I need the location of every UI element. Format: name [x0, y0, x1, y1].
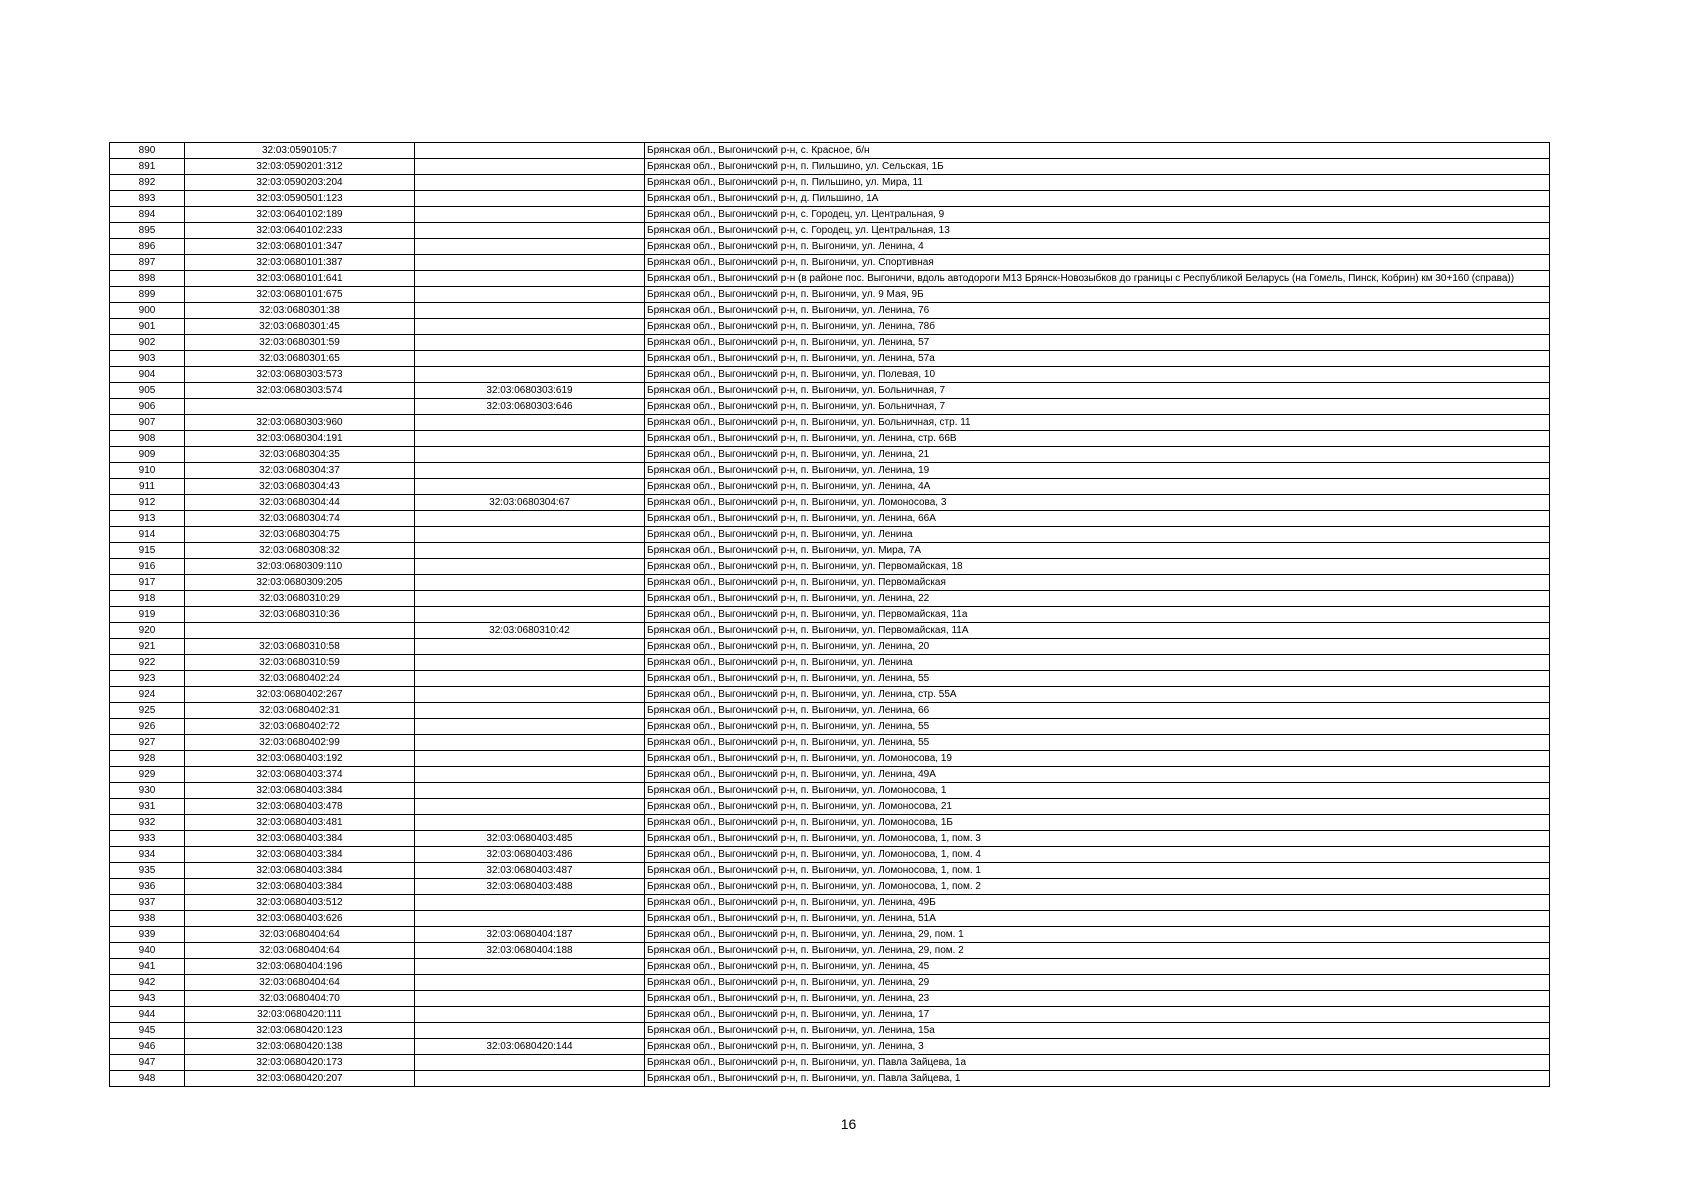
- address-cell: Брянская обл., Выгоничский р-н, п. Выгоничи, ул. Ленина, 76: [645, 303, 1550, 319]
- related-cadastral-number-cell: [415, 191, 645, 207]
- table-row: [110, 911, 1550, 927]
- related-cadastral-number-cell: [415, 687, 645, 703]
- related-cadastral-number-cell: [415, 783, 645, 799]
- related-cadastral-number-cell: 32:03:0680403:486: [415, 847, 645, 863]
- cadastral-number-cell: 32:03:0680101:347: [185, 239, 415, 255]
- table-row: [110, 783, 1550, 799]
- cadastral-number-cell: 32:03:0680310:58: [185, 639, 415, 655]
- row-number-cell: 932: [110, 815, 185, 831]
- related-cadastral-number-cell: [415, 767, 645, 783]
- table-row: [110, 383, 1550, 399]
- address-cell: Брянская обл., Выгоничский р-н, п. Выгоничи, ул. Ленина, 17: [645, 1007, 1550, 1023]
- cadastral-number-cell: 32:03:0680304:74: [185, 511, 415, 527]
- address-cell: Брянская обл., Выгоничский р-н, п. Выгоничи, ул. Больничная, 7: [645, 383, 1550, 399]
- related-cadastral-number-cell: [415, 335, 645, 351]
- cadastral-number-cell: 32:03:0680101:387: [185, 255, 415, 271]
- related-cadastral-number-cell: [415, 671, 645, 687]
- related-cadastral-number-cell: [415, 175, 645, 191]
- cadastral-number-cell: 32:03:0680402:99: [185, 735, 415, 751]
- related-cadastral-number-cell: [415, 479, 645, 495]
- related-cadastral-number-cell: [415, 591, 645, 607]
- cadastral-number-cell: 32:03:0680309:110: [185, 559, 415, 575]
- row-number-cell: 906: [110, 399, 185, 415]
- table-row: [110, 815, 1550, 831]
- table-row: [110, 1071, 1550, 1087]
- address-cell: Брянская обл., Выгоничский р-н, п. Выгоничи, ул. Ломоносова, 19: [645, 751, 1550, 767]
- related-cadastral-number-cell: [415, 1071, 645, 1087]
- table-row: [110, 991, 1550, 1007]
- related-cadastral-number-cell: 32:03:0680403:485: [415, 831, 645, 847]
- address-cell: Брянская обл., Выгоничский р-н (в районе пос. Выгоничи, вдоль автодороги М13 Брянск-Новозыбков до границы с Республикой Беларусь (на Гомель, Пинск, Кобрин) км 30+160 (справа)): [645, 271, 1550, 287]
- address-cell: Брянская обл., Выгоничский р-н, п. Выгоничи, ул. Ленина, 20: [645, 639, 1550, 655]
- row-number-cell: 921: [110, 639, 185, 655]
- address-cell: Брянская обл., Выгоничский р-н, п. Выгоничи, ул. Ломоносова, 1Б: [645, 815, 1550, 831]
- related-cadastral-number-cell: [415, 575, 645, 591]
- related-cadastral-number-cell: [415, 239, 645, 255]
- address-cell: Брянская обл., Выгоничский р-н, п. Выгоничи, ул. Ленина, 22: [645, 591, 1550, 607]
- related-cadastral-number-cell: [415, 719, 645, 735]
- table-row: [110, 1007, 1550, 1023]
- table-body: [110, 143, 1550, 1087]
- address-cell: Брянская обл., Выгоничский р-н, п. Выгоничи, ул. Ленина, стр. 55А: [645, 687, 1550, 703]
- cadastral-number-cell: 32:03:0680301:59: [185, 335, 415, 351]
- related-cadastral-number-cell: [415, 351, 645, 367]
- cadastral-number-cell: 32:03:0680304:43: [185, 479, 415, 495]
- row-number-cell: 943: [110, 991, 185, 1007]
- cadastral-number-cell: 32:03:0680402:24: [185, 671, 415, 687]
- cadastral-number-cell: 32:03:0680402:72: [185, 719, 415, 735]
- address-cell: Брянская обл., Выгоничский р-н, п. Выгоничи, ул. Ленина, 45: [645, 959, 1550, 975]
- row-number-cell: 929: [110, 767, 185, 783]
- address-cell: Брянская обл., Выгоничский р-н, п. Выгоничи, ул. Ленина, 4А: [645, 479, 1550, 495]
- cadastral-number-cell: 32:03:0680404:64: [185, 975, 415, 991]
- address-cell: Брянская обл., Выгоничский р-н, п. Выгоничи, ул. Ломоносова, 3: [645, 495, 1550, 511]
- row-number-cell: 903: [110, 351, 185, 367]
- cadastral-number-cell: 32:03:0680310:29: [185, 591, 415, 607]
- table-row: [110, 623, 1550, 639]
- row-number-cell: 938: [110, 911, 185, 927]
- related-cadastral-number-cell: [415, 271, 645, 287]
- related-cadastral-number-cell: [415, 303, 645, 319]
- row-number-cell: 937: [110, 895, 185, 911]
- cadastral-number-cell: 32:03:0680310:59: [185, 655, 415, 671]
- address-cell: Брянская обл., Выгоничский р-н, п. Выгоничи, ул. Ленина, 49Б: [645, 895, 1550, 911]
- cadastral-number-cell: 32:03:0680420:207: [185, 1071, 415, 1087]
- cadastral-number-cell: 32:03:0590105:7: [185, 143, 415, 159]
- cadastral-number-cell: 32:03:0680403:384: [185, 879, 415, 895]
- address-cell: Брянская обл., Выгоничский р-н, с. Городец, ул. Центральная, 9: [645, 207, 1550, 223]
- related-cadastral-number-cell: [415, 655, 645, 671]
- address-cell: Брянская обл., Выгоничский р-н, п. Выгоничи, ул. Ломоносова, 1: [645, 783, 1550, 799]
- related-cadastral-number-cell: [415, 1023, 645, 1039]
- row-number-cell: 941: [110, 959, 185, 975]
- table-row: [110, 223, 1550, 239]
- table-row: [110, 847, 1550, 863]
- table-row: [110, 1039, 1550, 1055]
- table-row: [110, 527, 1550, 543]
- related-cadastral-number-cell: [415, 143, 645, 159]
- table-row: [110, 943, 1550, 959]
- cadastral-number-cell: 32:03:0680404:196: [185, 959, 415, 975]
- cadastral-number-cell: 32:03:0680403:626: [185, 911, 415, 927]
- address-cell: Брянская обл., Выгоничский р-н, п. Выгоничи, ул. Ленина, 23: [645, 991, 1550, 1007]
- address-cell: Брянская обл., Выгоничский р-н, п. Выгоничи, ул. Больничная, стр. 11: [645, 415, 1550, 431]
- table-row: [110, 703, 1550, 719]
- row-number-cell: 920: [110, 623, 185, 639]
- related-cadastral-number-cell: [415, 511, 645, 527]
- row-number-cell: 895: [110, 223, 185, 239]
- row-number-cell: 907: [110, 415, 185, 431]
- cadastral-number-cell: 32:03:0590201:312: [185, 159, 415, 175]
- table-row: [110, 751, 1550, 767]
- related-cadastral-number-cell: 32:03:0680404:187: [415, 927, 645, 943]
- row-number-cell: 936: [110, 879, 185, 895]
- row-number-cell: 896: [110, 239, 185, 255]
- cadastral-number-cell: 32:03:0590203:204: [185, 175, 415, 191]
- row-number-cell: 892: [110, 175, 185, 191]
- cadastral-number-cell: 32:03:0680420:123: [185, 1023, 415, 1039]
- address-cell: Брянская обл., Выгоничский р-н, п. Выгоничи, ул. Мира, 7А: [645, 543, 1550, 559]
- row-number-cell: 902: [110, 335, 185, 351]
- row-number-cell: 922: [110, 655, 185, 671]
- address-cell: Брянская обл., Выгоничский р-н, п. Выгоничи, ул. Ленина: [645, 527, 1550, 543]
- table-row: [110, 271, 1550, 287]
- table-row: [110, 671, 1550, 687]
- address-cell: Брянская обл., Выгоничский р-н, п. Выгоничи, ул. Ломоносова, 1, пом. 1: [645, 863, 1550, 879]
- table-row: [110, 719, 1550, 735]
- address-cell: Брянская обл., Выгоничский р-н, п. Выгоничи, ул. Ленина, 78б: [645, 319, 1550, 335]
- table-row: [110, 447, 1550, 463]
- table-row: [110, 511, 1550, 527]
- row-number-cell: 945: [110, 1023, 185, 1039]
- cadastral-number-cell: 32:03:0680309:205: [185, 575, 415, 591]
- related-cadastral-number-cell: [415, 447, 645, 463]
- row-number-cell: 935: [110, 863, 185, 879]
- table-row: [110, 239, 1550, 255]
- address-cell: Брянская обл., Выгоничский р-н, п. Выгоничи, ул. Ленина, 29, пом. 2: [645, 943, 1550, 959]
- related-cadastral-number-cell: [415, 991, 645, 1007]
- cadastral-number-cell: 32:03:0680403:192: [185, 751, 415, 767]
- row-number-cell: 946: [110, 1039, 185, 1055]
- table-row: [110, 495, 1550, 511]
- table-row: [110, 191, 1550, 207]
- cadastral-number-cell: 32:03:0680420:111: [185, 1007, 415, 1023]
- related-cadastral-number-cell: [415, 159, 645, 175]
- address-cell: Брянская обл., Выгоничский р-н, п. Выгоничи, ул. Ленина, 55: [645, 735, 1550, 751]
- cadastral-number-cell: 32:03:0680403:512: [185, 895, 415, 911]
- table-row: [110, 303, 1550, 319]
- related-cadastral-number-cell: [415, 959, 645, 975]
- cadastral-number-cell: 32:03:0680404:64: [185, 927, 415, 943]
- address-cell: Брянская обл., Выгоничский р-н, п. Выгоничи, ул. Первомайская, 11а: [645, 607, 1550, 623]
- address-cell: Брянская обл., Выгоничский р-н, п. Выгоничи, ул. Первомайская, 11А: [645, 623, 1550, 639]
- table-row: [110, 879, 1550, 895]
- related-cadastral-number-cell: 32:03:0680403:487: [415, 863, 645, 879]
- related-cadastral-number-cell: [415, 895, 645, 911]
- table-row: [110, 159, 1550, 175]
- related-cadastral-number-cell: [415, 367, 645, 383]
- table-row: [110, 1055, 1550, 1071]
- cadastral-number-cell: 32:03:0680308:32: [185, 543, 415, 559]
- address-cell: Брянская обл., Выгоничский р-н, п. Выгоничи, ул. Ленина, 57: [645, 335, 1550, 351]
- related-cadastral-number-cell: [415, 559, 645, 575]
- row-number-cell: 933: [110, 831, 185, 847]
- address-cell: Брянская обл., Выгоничский р-н, п. Выгоничи, ул. Спортивная: [645, 255, 1550, 271]
- cadastral-number-cell: [185, 623, 415, 639]
- table-row: [110, 207, 1550, 223]
- cadastral-number-cell: 32:03:0680402:31: [185, 703, 415, 719]
- related-cadastral-number-cell: [415, 223, 645, 239]
- row-number-cell: 924: [110, 687, 185, 703]
- cadastral-number-cell: 32:03:0680403:384: [185, 847, 415, 863]
- address-cell: Брянская обл., Выгоничский р-н, п. Выгоничи, ул. Ленина: [645, 655, 1550, 671]
- related-cadastral-number-cell: [415, 1055, 645, 1071]
- row-number-cell: 918: [110, 591, 185, 607]
- related-cadastral-number-cell: 32:03:0680303:646: [415, 399, 645, 415]
- cadastral-table: [109, 142, 1550, 1087]
- cadastral-number-cell: 32:03:0680303:573: [185, 367, 415, 383]
- row-number-cell: 913: [110, 511, 185, 527]
- table-row: [110, 959, 1550, 975]
- cadastral-number-cell: 32:03:0590501:123: [185, 191, 415, 207]
- row-number-cell: 905: [110, 383, 185, 399]
- related-cadastral-number-cell: [415, 607, 645, 623]
- related-cadastral-number-cell: 32:03:0680404:188: [415, 943, 645, 959]
- table-row: [110, 287, 1550, 303]
- table-row: [110, 687, 1550, 703]
- address-cell: Брянская обл., Выгоничский р-н, п. Выгоничи, ул. Ленина, 29: [645, 975, 1550, 991]
- cadastral-number-cell: 32:03:0680420:138: [185, 1039, 415, 1055]
- row-number-cell: 894: [110, 207, 185, 223]
- address-cell: Брянская обл., Выгоничский р-н, п. Пильшино, ул. Мира, 11: [645, 175, 1550, 191]
- row-number-cell: 901: [110, 319, 185, 335]
- row-number-cell: 942: [110, 975, 185, 991]
- table-row: [110, 863, 1550, 879]
- address-cell: Брянская обл., Выгоничский р-н, п. Выгоничи, ул. Первомайская, 18: [645, 559, 1550, 575]
- table-row: [110, 431, 1550, 447]
- address-cell: Брянская обл., Выгоничский р-н, п. Выгоничи, ул. Ленина, 66: [645, 703, 1550, 719]
- row-number-cell: 923: [110, 671, 185, 687]
- row-number-cell: 899: [110, 287, 185, 303]
- row-number-cell: 930: [110, 783, 185, 799]
- row-number-cell: 926: [110, 719, 185, 735]
- related-cadastral-number-cell: [415, 911, 645, 927]
- table-row: [110, 655, 1550, 671]
- row-number-cell: 944: [110, 1007, 185, 1023]
- related-cadastral-number-cell: [415, 255, 645, 271]
- row-number-cell: 916: [110, 559, 185, 575]
- address-cell: Брянская обл., Выгоничский р-н, п. Выгоничи, ул. Ленина, стр. 66В: [645, 431, 1550, 447]
- cadastral-number-cell: 32:03:0640102:189: [185, 207, 415, 223]
- row-number-cell: 927: [110, 735, 185, 751]
- cadastral-number-cell: 32:03:0680403:374: [185, 767, 415, 783]
- table-row: [110, 367, 1550, 383]
- cadastral-number-cell: 32:03:0680304:44: [185, 495, 415, 511]
- cadastral-number-cell: 32:03:0680403:384: [185, 783, 415, 799]
- cadastral-number-cell: 32:03:0640102:233: [185, 223, 415, 239]
- row-number-cell: 914: [110, 527, 185, 543]
- cadastral-number-cell: 32:03:0680304:35: [185, 447, 415, 463]
- address-cell: Брянская обл., Выгоничский р-н, п. Выгоничи, ул. Ленина, 19: [645, 463, 1550, 479]
- row-number-cell: 947: [110, 1055, 185, 1071]
- address-cell: Брянская обл., Выгоничский р-н, п. Выгоничи, ул. Ленина, 29, пом. 1: [645, 927, 1550, 943]
- row-number-cell: 908: [110, 431, 185, 447]
- cadastral-number-cell: 32:03:0680404:64: [185, 943, 415, 959]
- address-cell: Брянская обл., Выгоничский р-н, п. Выгоничи, ул. Ленина, 57а: [645, 351, 1550, 367]
- address-cell: Брянская обл., Выгоничский р-н, п. Выгоничи, ул. Ленина, 15а: [645, 1023, 1550, 1039]
- table-row: [110, 639, 1550, 655]
- table-row: [110, 591, 1550, 607]
- row-number-cell: 928: [110, 751, 185, 767]
- address-cell: Брянская обл., Выгоничский р-н, п. Выгоничи, ул. Ленина, 3: [645, 1039, 1550, 1055]
- address-cell: Брянская обл., Выгоничский р-н, п. Выгоничи, ул. Полевая, 10: [645, 367, 1550, 383]
- cadastral-number-cell: 32:03:0680420:173: [185, 1055, 415, 1071]
- row-number-cell: 904: [110, 367, 185, 383]
- related-cadastral-number-cell: [415, 527, 645, 543]
- table-row: [110, 415, 1550, 431]
- related-cadastral-number-cell: [415, 463, 645, 479]
- related-cadastral-number-cell: [415, 319, 645, 335]
- related-cadastral-number-cell: 32:03:0680310:42: [415, 623, 645, 639]
- address-cell: Брянская обл., Выгоничский р-н, п. Выгоничи, ул. Ломоносова, 1, пом. 2: [645, 879, 1550, 895]
- address-cell: Брянская обл., Выгоничский р-н, п. Выгоничи, ул. Ленина, 21: [645, 447, 1550, 463]
- table-row: [110, 927, 1550, 943]
- table-row: [110, 335, 1550, 351]
- related-cadastral-number-cell: [415, 287, 645, 303]
- related-cadastral-number-cell: [415, 543, 645, 559]
- address-cell: Брянская обл., Выгоничский р-н, п. Выгоничи, ул. Ломоносова, 21: [645, 799, 1550, 815]
- table-row: [110, 559, 1550, 575]
- address-cell: Брянская обл., Выгоничский р-н, п. Выгоничи, ул. Ленина, 51А: [645, 911, 1550, 927]
- address-cell: Брянская обл., Выгоничский р-н, п. Выгоничи, ул. Первомайская: [645, 575, 1550, 591]
- related-cadastral-number-cell: [415, 735, 645, 751]
- row-number-cell: 940: [110, 943, 185, 959]
- cadastral-number-cell: 32:03:0680304:37: [185, 463, 415, 479]
- related-cadastral-number-cell: [415, 639, 645, 655]
- table-row: [110, 463, 1550, 479]
- cadastral-number-cell: 32:03:0680403:384: [185, 863, 415, 879]
- address-cell: Брянская обл., Выгоничский р-н, п. Выгоничи, ул. Павла Зайцева, 1: [645, 1071, 1550, 1087]
- cadastral-number-cell: 32:03:0680402:267: [185, 687, 415, 703]
- address-cell: Брянская обл., Выгоничский р-н, п. Выгоничи, ул. 9 Мая, 9Б: [645, 287, 1550, 303]
- cadastral-number-cell: 32:03:0680403:481: [185, 815, 415, 831]
- cadastral-number-cell: 32:03:0680101:641: [185, 271, 415, 287]
- table-row: [110, 479, 1550, 495]
- row-number-cell: 893: [110, 191, 185, 207]
- row-number-cell: 948: [110, 1071, 185, 1087]
- cadastral-number-cell: 32:03:0680301:65: [185, 351, 415, 367]
- related-cadastral-number-cell: [415, 1007, 645, 1023]
- table-row: [110, 319, 1550, 335]
- related-cadastral-number-cell: [415, 975, 645, 991]
- cadastral-number-cell: 32:03:0680403:478: [185, 799, 415, 815]
- address-cell: Брянская обл., Выгоничский р-н, п. Выгоничи, ул. Ленина, 66А: [645, 511, 1550, 527]
- related-cadastral-number-cell: [415, 207, 645, 223]
- row-number-cell: 910: [110, 463, 185, 479]
- address-cell: Брянская обл., Выгоничский р-н, п. Выгоничи, ул. Павла Зайцева, 1а: [645, 1055, 1550, 1071]
- address-cell: Брянская обл., Выгоничский р-н, п. Выгоничи, ул. Ленина, 55: [645, 719, 1550, 735]
- cadastral-number-cell: 32:03:0680303:574: [185, 383, 415, 399]
- cadastral-number-cell: 32:03:0680403:384: [185, 831, 415, 847]
- address-cell: Брянская обл., Выгоничский р-н, п. Пильшино, ул. Сельская, 1Б: [645, 159, 1550, 175]
- cadastral-number-cell: 32:03:0680303:960: [185, 415, 415, 431]
- address-cell: Брянская обл., Выгоничский р-н, п. Выгоничи, ул. Ленина, 49А: [645, 767, 1550, 783]
- related-cadastral-number-cell: 32:03:0680403:488: [415, 879, 645, 895]
- address-cell: Брянская обл., Выгоничский р-н, п. Выгоничи, ул. Ленина, 4: [645, 239, 1550, 255]
- row-number-cell: 898: [110, 271, 185, 287]
- row-number-cell: 912: [110, 495, 185, 511]
- cadastral-number-cell: 32:03:0680310:36: [185, 607, 415, 623]
- related-cadastral-number-cell: [415, 703, 645, 719]
- address-cell: Брянская обл., Выгоничский р-н, с. Красное, б/н: [645, 143, 1550, 159]
- table-row: [110, 175, 1550, 191]
- table-row: [110, 735, 1550, 751]
- related-cadastral-number-cell: [415, 815, 645, 831]
- page-number: 16: [840, 1116, 857, 1132]
- related-cadastral-number-cell: [415, 751, 645, 767]
- row-number-cell: 934: [110, 847, 185, 863]
- table-row: [110, 575, 1550, 591]
- related-cadastral-number-cell: [415, 415, 645, 431]
- address-cell: Брянская обл., Выгоничский р-н, п. Выгоничи, ул. Ломоносова, 1, пом. 3: [645, 831, 1550, 847]
- cadastral-number-cell: 32:03:0680404:70: [185, 991, 415, 1007]
- table-row: [110, 399, 1550, 415]
- row-number-cell: 917: [110, 575, 185, 591]
- row-number-cell: 939: [110, 927, 185, 943]
- table-row: [110, 799, 1550, 815]
- address-cell: Брянская обл., Выгоничский р-н, д. Пильшино, 1А: [645, 191, 1550, 207]
- cadastral-number-cell: 32:03:0680301:45: [185, 319, 415, 335]
- table-row: [110, 607, 1550, 623]
- related-cadastral-number-cell: 32:03:0680303:619: [415, 383, 645, 399]
- row-number-cell: 925: [110, 703, 185, 719]
- row-number-cell: 909: [110, 447, 185, 463]
- table-row: [110, 255, 1550, 271]
- cadastral-number-cell: [185, 399, 415, 415]
- address-cell: Брянская обл., Выгоничский р-н, п. Выгоничи, ул. Больничная, 7: [645, 399, 1550, 415]
- row-number-cell: 915: [110, 543, 185, 559]
- table-row: [110, 767, 1550, 783]
- address-cell: Брянская обл., Выгоничский р-н, п. Выгоничи, ул. Ломоносова, 1, пом. 4: [645, 847, 1550, 863]
- row-number-cell: 891: [110, 159, 185, 175]
- table-row: [110, 1023, 1550, 1039]
- address-cell: Брянская обл., Выгоничский р-н, п. Выгоничи, ул. Ленина, 55: [645, 671, 1550, 687]
- related-cadastral-number-cell: [415, 799, 645, 815]
- cadastral-number-cell: 32:03:0680101:675: [185, 287, 415, 303]
- related-cadastral-number-cell: 32:03:0680304:67: [415, 495, 645, 511]
- address-cell: Брянская обл., Выгоничский р-н, с. Городец, ул. Центральная, 13: [645, 223, 1550, 239]
- related-cadastral-number-cell: [415, 431, 645, 447]
- table-row: [110, 143, 1550, 159]
- row-number-cell: 900: [110, 303, 185, 319]
- row-number-cell: 890: [110, 143, 185, 159]
- table-row: [110, 895, 1550, 911]
- cadastral-number-cell: 32:03:0680304:191: [185, 431, 415, 447]
- table-row: [110, 975, 1550, 991]
- table-row: [110, 543, 1550, 559]
- cadastral-number-cell: 32:03:0680304:75: [185, 527, 415, 543]
- row-number-cell: 919: [110, 607, 185, 623]
- cadastral-number-cell: 32:03:0680301:38: [185, 303, 415, 319]
- row-number-cell: 931: [110, 799, 185, 815]
- table-row: [110, 831, 1550, 847]
- table-row: [110, 351, 1550, 367]
- related-cadastral-number-cell: 32:03:0680420:144: [415, 1039, 645, 1055]
- row-number-cell: 897: [110, 255, 185, 271]
- row-number-cell: 911: [110, 479, 185, 495]
